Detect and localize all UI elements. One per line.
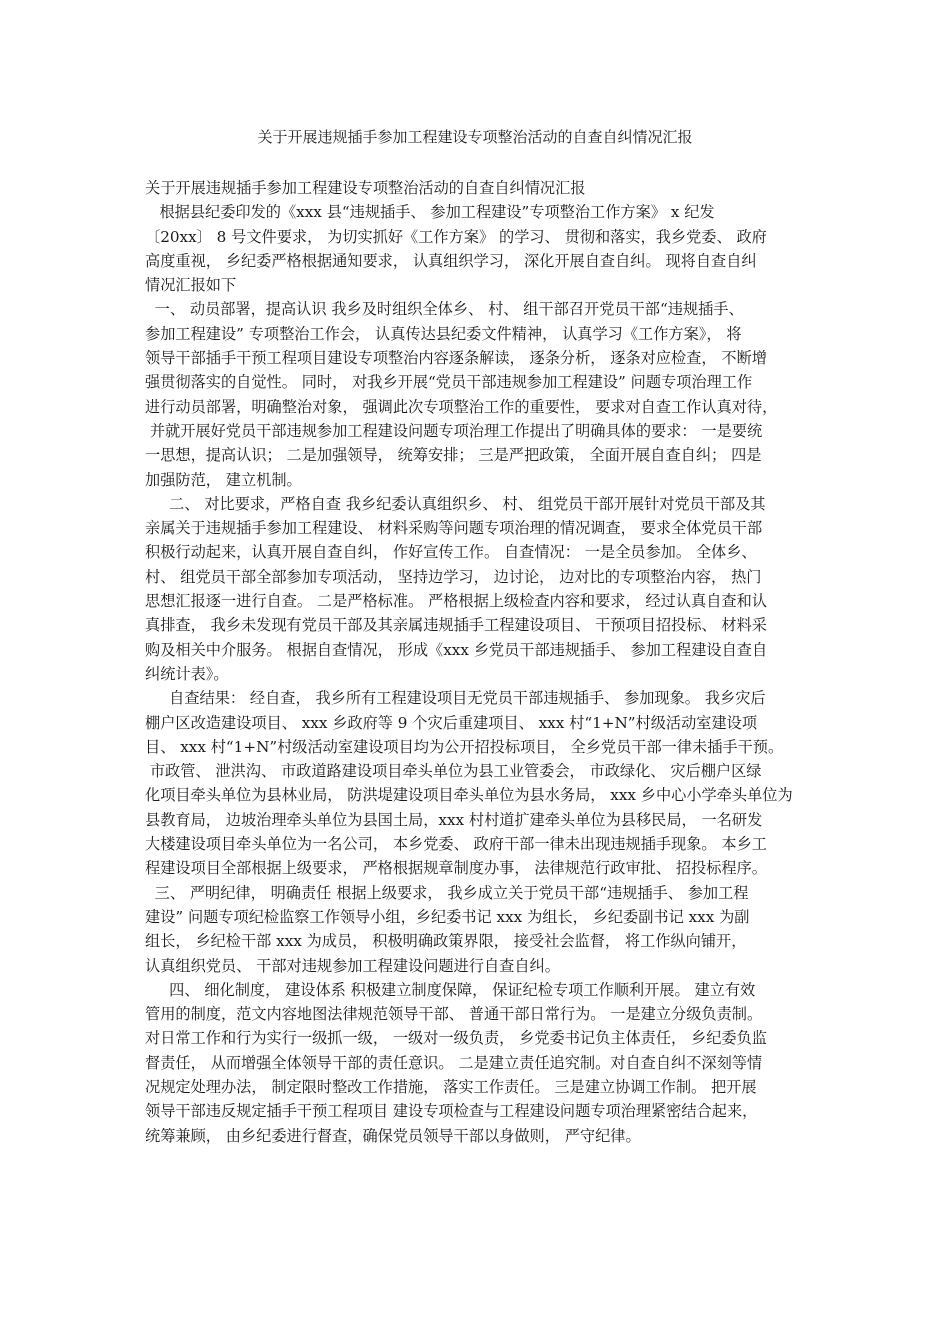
text-line: 领导干部插手干预工程项目建设专项整治内容逐条解读， 逐条分析， 逐条对应检查， 不断增: [145, 349, 767, 368]
text-line: 高度重视， 乡纪委严格根据通知要求， 认真组织学习， 深化开展自查自纠。 现将自查自纠: [145, 251, 757, 270]
text-line: 纠统计表》。: [145, 664, 229, 683]
text-line: 化项目牵头单位为县林业局， 防洪堤建设项目牵头单位为县水务局， xxx 乡中心小学牵头单位为: [145, 786, 793, 805]
document-body: [145, 176, 815, 1148]
text-line: 真排查， 我乡未发现有党员干部及其亲属违规插手工程建设项目、 干预项目招投标、 材料采: [145, 616, 767, 635]
text-line: 自查结果： 经自查， 我乡所有工程建设项目无党员干部违规插手、 参加现象。 我乡灾后: [145, 689, 766, 708]
text-line: 市政管、 泄洪沟、 市政道路建设项目牵头单位为县工业管委会， 市政绿化、 灾后棚户区绿: [145, 762, 762, 781]
text-line: 组长， 乡纪检干部 xxx 为成员， 积极明确政策界限， 接受社会监督， 将工作纵向铺开，: [145, 932, 747, 951]
text-line: 督责任， 从而增强全体领导干部的责任意识。 二是建立责任追究制。对自查自纠不深刻等情: [145, 1053, 763, 1072]
text-line: 情况汇报如下: [145, 276, 237, 295]
text-line: 领导干部违反规定插手干预工程项目 建设专项检查与工程建设问题专项治理紧密结合起来，: [145, 1102, 758, 1121]
text-line: 一思想，提高认识； 二是加强领导， 统筹安排； 三是严把政策， 全面开展自查自纠； 四是: [145, 446, 762, 465]
text-line: 关于开展违规插手参加工程建设专项整治活动的自查自纠情况汇报: [145, 179, 586, 197]
text-line: 〔20xx〕 8 号文件要求， 为切实抓好《工作方案》 的学习、 贯彻和落实，我乡党委、 政府: [145, 227, 767, 246]
text-line: 思想汇报逐一进行自查。 二是严格标准。 严格根据上级检查内容和要求， 经过认真自查和认: [145, 592, 767, 611]
text-line: 参加工程建设” 专项整治工作会， 认真传达县纪委文件精神， 认真学习《工作方案》， 将: [145, 324, 742, 343]
text-line: 建设” 问题专项纪检监察工作领导小组，乡纪委书记 xxx 为组长， 乡纪委副书记 xxx 为副: [145, 907, 750, 926]
text-line: 一、 动员部署，提高认识 我乡及时组织全体乡、 村、 组干部召开党员干部“违规插手、: [145, 300, 744, 319]
text-line: 县教育局， 边坡治理牵头单位为县国土局，xxx 村村道扩建牵头单位为县移民局， 一名研发: [145, 810, 763, 829]
text-line: 程建设项目全部根据上级要求， 严格根据规章制度办事， 法律规范行政审批、 招投标程序。: [145, 859, 767, 878]
text-line: 村、 组党员干部全部参加专项活动， 坚持边学习， 边讨论， 边对比的专项整治内容， 热门: [145, 567, 762, 586]
text-line: 积极行动起来，认真开展自查自纠， 作好宣传工作。 自查情况： 一是全员参加。 全体乡、: [145, 543, 757, 562]
text-line: 目、 xxx 村“1+N”村级活动室建设项目均为公开招投标项目， 全乡党员干部一律未插手干预。: [145, 737, 784, 756]
text-line: 并就开展好党员干部违规参加工程建设问题专项治理工作提出了明确具体的要求： 一是要统: [145, 421, 763, 440]
text-line: 况规定处理办法， 制定限时整改工作措施， 落实工作责任。 三是建立协调工作制。 把开展: [145, 1077, 757, 1096]
text-line: 三、 严明纪律， 明确责任 根据上级要求， 我乡成立关于党员干部“违规插手、 参加工程: [145, 883, 749, 902]
text-line: 进行动员部署，明确整治对象， 强调此次专项整治工作的重要性， 要求对自查工作认真对待，: [145, 397, 778, 416]
text-line: 二、 对比要求，严格自查 我乡纪委认真组织乡、 村、 组党员干部开展针对党员干部及其: [145, 494, 766, 513]
document-title: 关于开展违规插手参加工程建设专项整治活动的自查自纠情况汇报: [257, 128, 693, 146]
text-line: 大楼建设项目牵头单位为一名公司， 本乡党委、 政府干部一律未出现违规插手现象。 本乡工: [145, 835, 767, 854]
text-line: 强贯彻落实的自觉性。 同时， 对我乡开展“党员干部违规参加工程建设” 问题专项治理工作: [145, 373, 753, 392]
text-line: 统筹兼顾， 由乡纪委进行督查，确保党员领导干部以身做则， 严守纪律。: [145, 1126, 641, 1145]
text-line: 亲属关于违规插手参加工程建设、 材料采购等问题专项治理的情况调查， 要求全体党员干部: [145, 519, 763, 538]
text-line: 管用的制度，范文内容地图法律规范领导干部、 普通干部日常行为。 一是建立分级负责制。: [145, 1005, 763, 1024]
text-line: 根据县纪委印发的《xxx 县“违规插手、 参加工程建设”专项整治工作方案》 x 纪发: [145, 203, 715, 222]
text-line: 购及相关中介服务。 根据自查情况， 形成《xxx 乡党员干部违规插手、 参加工程建设自查自: [145, 640, 768, 659]
text-line: 四、 细化制度， 建设体系 积极建立制度保障， 保证纪检专项工作顺利开展。 建立有效: [145, 980, 756, 999]
text-line: 棚户区改造建设项目、 xxx 乡政府等 9 个灾后重建项目、 xxx 村“1+N”村级活动室建设项: [145, 713, 758, 732]
text-line: 加强防范， 建立机制。: [145, 470, 302, 489]
text-line: 认真组织党员、 干部对违规参加工程建设问题进行自查自纠。: [145, 956, 560, 975]
text-line: 对日常工作和行为实行一级抓一级， 一级对一级负责， 乡党委书记负主体责任， 乡纪委负监: [145, 1029, 767, 1048]
